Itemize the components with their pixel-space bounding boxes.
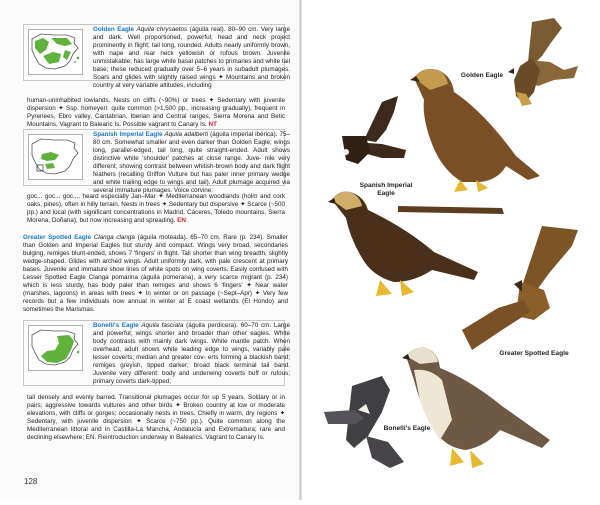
distribution-map-spanish-imperial-eagle (28, 134, 83, 180)
text-line: goc... goc... goc..., heard especially Jan–Mar ✦ Mediterranean woodlands (holm and (27, 193, 271, 200)
text-line: in winter at E coast wetlands (El Hondo) and sometimes the Marismas. (23, 297, 288, 313)
text-line: Pyrenees, Ebro valley, Cantabrian, Iberian and Central ranges, Sierra Morena and Betic (27, 112, 285, 120)
text-line: subadult plumages. Soars and glides with slightly raised wings ✦ (93, 65, 291, 81)
text-line: remiges and shows 6 'fingers' ✦ Near water (marshes, lagoons) in areas with trees ✦ In (23, 281, 288, 297)
text-line: winter or on passage (~Sept–Apr) ✦ Very few records but a few individuals now annual (23, 289, 288, 305)
text-line: Juvenile unmistakable; has large white basal patches to primaries (93, 49, 290, 65)
spanish-imperial-eagle-perched-illustration (328, 192, 504, 296)
bonellis-eagle-perched-illustration (402, 348, 550, 468)
text-line: wings long, parallel-edged, tail long, quite straight-ended. Adult (93, 138, 290, 154)
species-entry-spanish-imperial-eagle (23, 129, 295, 229)
text-line: plumage acquired via several immature plumages. Voice corvine: (93, 178, 291, 194)
distribution-map-golden-eagle (28, 29, 83, 75)
label-spanish-imperial-eagle: Spanish Imperial Eagle (359, 182, 413, 197)
text-line: cork oaks, pines), often in hilly terrain. Nests in trees ✦ Sedentary but dispersive ✦ (27, 193, 285, 208)
text-line: erts forming a blackish band; remiges greyish, tipped darker; (93, 353, 290, 369)
entry-text-head (93, 131, 290, 195)
golden-eagle-flight-illustration (508, 18, 578, 106)
text-line: broad black terminal tail band. Juvenile very different: body and (93, 361, 291, 377)
entry-text-full (23, 234, 288, 314)
bonellis-eagle-flight-illustration (324, 376, 404, 468)
text-line: Smaller than Golden and Imperial Eagles but sturdy and compact. Wings very broad, (23, 234, 289, 249)
text-line: mantle patch. When overhead, adult shows white leading edge (93, 337, 290, 353)
spanish-imperial-eagle-flight-illustration (342, 96, 406, 164)
label-golden-eagle: Golden Eagle (460, 72, 504, 79)
text-line: 65–70 cm. Rare (p. 234). (190, 234, 264, 241)
text-line: tail densely and evenly barred. Transitional plumages occur for up 5 years. Solitary or in (27, 394, 285, 401)
species-name: Golden Eagle (93, 26, 135, 33)
text-line: nile very different; showing contrast between whitish-brown body (93, 154, 290, 170)
illustration-plate (302, 0, 600, 500)
entry-text-head (93, 26, 290, 90)
local-name: (águila imperial ibérica). (210, 131, 278, 138)
text-line: wing breadth, slightly wedge-shaped. Glides with arched wings. Adult uniformly dark, (23, 249, 288, 265)
text-line: uniformly brown, with nape and rear neck yellowish or rufous brown. (93, 41, 290, 57)
text-line: human-uninhabited lowlands. Nests on cliffs (~90%) or trees ✦ Sedentary with juvenile (27, 97, 285, 104)
local-name: (águila real). (189, 26, 226, 33)
entry-text-full (27, 394, 285, 442)
eagle-illustrations (302, 0, 600, 500)
species-entry-bonellis-eagle (23, 320, 295, 440)
text-line: project prominently in flight; tail long, rounded. Adults nearly (93, 33, 290, 49)
text-line: shows distinctive white 'shoulder' patches at close range. Juve- (93, 146, 290, 162)
local-name: (águila moteada). (137, 234, 188, 241)
local-name: (águila perdicera). (186, 322, 238, 329)
text-line: eagles. White body contrasts with mainly dark wings. White (93, 329, 291, 345)
text-line: Mountains, Vagrant to Balearic Is. Possible vagrant to Canary Is. (27, 120, 207, 128)
label-bonellis-eagle: Bonelli's Eagle (383, 425, 431, 432)
text-line: large and dark. Well proportioned, powerful; head and neck (93, 26, 291, 41)
text-line: Mediterranean littoral and in Castilla-La Mancha, Andalucía and Extremadura; rare and (27, 425, 285, 433)
text-line: mountains, Sierra Morena, Doñana), but now increasing and spreading. (27, 208, 285, 224)
text-line: Large and powerful; wings shorter and broader than other (93, 322, 291, 337)
scientific-name: Aquila adalberti (164, 131, 209, 138)
greater-spotted-eagle-flight-illustration (462, 226, 578, 350)
text-line: and dark flight feathers (recalling Griffon Vulture but has paler inner (93, 162, 291, 178)
conservation-status: EN (177, 216, 186, 224)
species-entry-greater-spotted-eagle (23, 234, 295, 316)
page-number: 128 (24, 477, 38, 486)
text-line: pairs; aggressive towards vultures and other birds ✦ Broken country at low or moderate (27, 401, 285, 409)
species-name: Bonelli's Eagle (93, 322, 139, 329)
text-line: to wings, variably pale lesser coverts; median and greater cov- (93, 345, 290, 361)
text-line: 60–70 cm. (240, 322, 272, 329)
species-name: Spanish Imperial Eagle (93, 131, 163, 138)
text-line: primary wedge and white trailing edge to wings and tail). Adult (93, 170, 290, 186)
text-line: elevations, with cliffs or gorges; occasionally nests in trees. Chiefly in warm, dry regions (27, 409, 278, 417)
text-line: 80–90 cm. Very (228, 26, 274, 33)
text-line: Scarce (~500 pp.) and local (with significant concentrations in Madrid, Cáceres, Toledo (27, 200, 286, 216)
text-line: secondaries bulging, remiges blunt-ended, shows 7 'fingers' in flight. Tail shorter than (23, 241, 288, 257)
text-page (0, 0, 300, 500)
entry-text-head (93, 322, 290, 386)
text-line: with pale crescent at primary bases. Juvenile and immature show lines of white spots (23, 257, 288, 273)
entry-text-full (27, 97, 285, 129)
distribution-map-bonellis-eagle (28, 325, 83, 371)
text-line: ✦ Sedentary, with juvenile dispersion ✦ Scarce (~750 pp.). Quite common along the (27, 409, 285, 425)
conservation-status: NT (208, 120, 217, 128)
label-greater-spotted-eagle: Greater Spotted Eagle (499, 350, 569, 357)
scientific-name: Clanga clanga (93, 234, 135, 241)
text-line: on wing coverts. Easily confused with Lesser Spotted Eagle Clanga pomarina (águila (23, 265, 288, 281)
text-line: 75–80 cm. Somewhat smaller and even darker than Golden Eagle; (93, 131, 291, 146)
scientific-name: Aquila chrysaetos (136, 26, 188, 33)
text-line: pomerana), a very scarce migrant (p. 234) which is less sturdy, has body paler than (23, 273, 289, 289)
text-line: underwing coverts buff or rufous; primary coverts dark-tipped; (93, 369, 291, 385)
text-line: Mountains and broken country at very variable altitudes, including (93, 73, 291, 89)
text-line: dispersion ✦ Ssp. homeyeri: quite common (>1,500 pp., increasing gradually), frequent in (27, 104, 285, 112)
species-entry-golden-eagle (23, 24, 295, 129)
scientific-name: Aquila fasciata (141, 322, 184, 329)
text-line: and white tail base; these reduced gradually over 5–6 years in (93, 57, 290, 73)
species-name: Greater Spotted Eagle (23, 234, 92, 241)
text-line: declining elsewhere; EN. Reintroduction underway in Balearics. Vagrant to Canary Is. (27, 433, 265, 441)
entry-text-full (27, 193, 285, 225)
